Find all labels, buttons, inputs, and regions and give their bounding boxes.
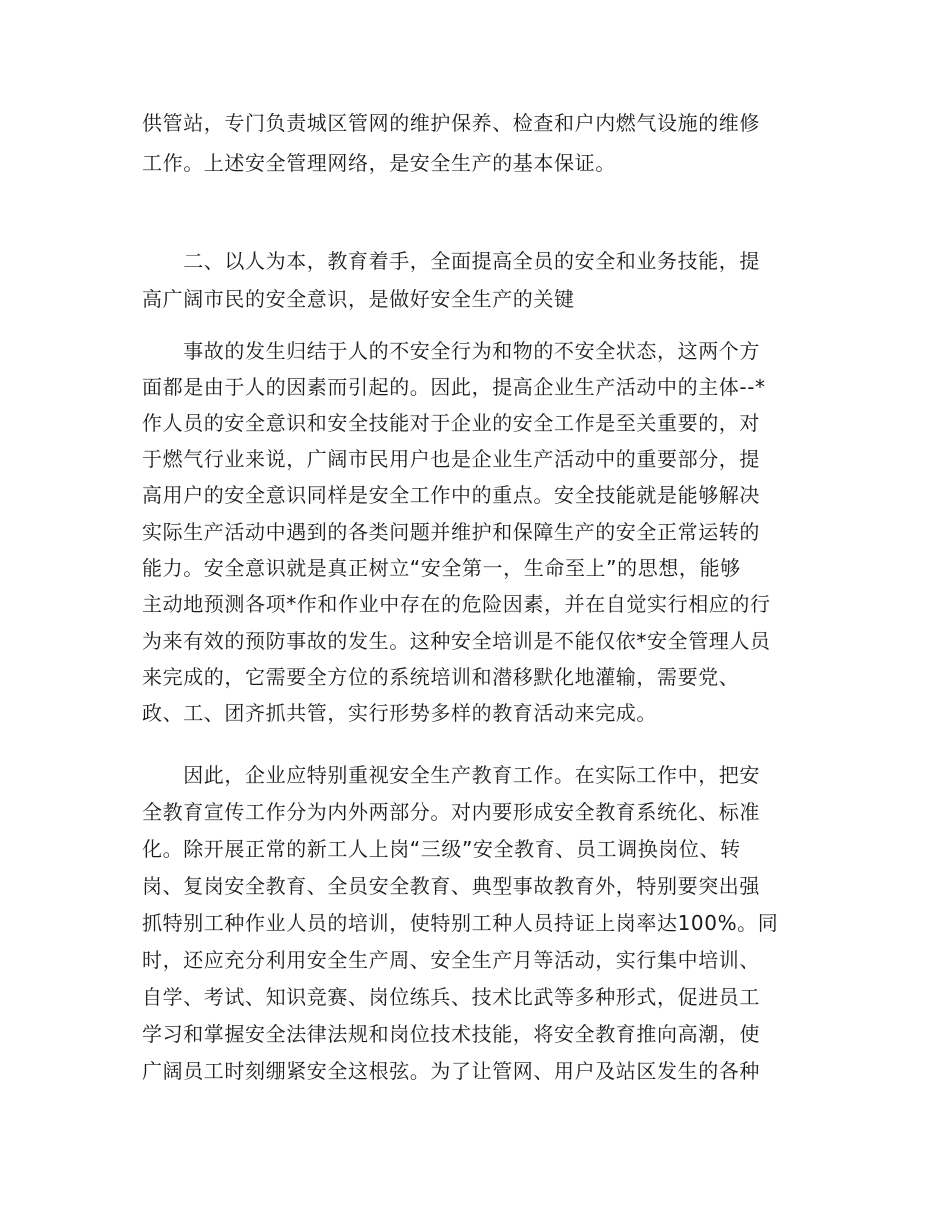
text-line: 化。除开展正常的新工人上岗“三级”安全教育、员工调换岗位、转 bbox=[142, 837, 741, 861]
text-line: 广阔员工时刻绷紧安全这根弦。为了让管网、用户及站区发生的各种 bbox=[142, 1059, 760, 1083]
text-line: 供管站，专门负责城区管网的维护保养、检查和户内燃气设施的维修 bbox=[142, 111, 760, 135]
text-line: 事故的发生归结于人的不安全行为和物的不安全状态，这两个方 bbox=[142, 339, 760, 363]
text-line: 二、以人为本，教育着手，全面提高全员的安全和业务技能，提 bbox=[142, 249, 760, 273]
text-line: 抓特别工种作业人员的培训，使特别工种人员持证上岗率达100%。同 bbox=[142, 911, 779, 935]
text-line: 为来有效的预防事故的发生。这种安全培训是不能仅依*安全管理人员 bbox=[142, 629, 771, 653]
text-line: 面都是由于人的因素而引起的。因此，提高企业生产活动中的主体--* bbox=[142, 375, 766, 399]
text-line: 主动地预测各项*作和作业中存在的危险因素，并在自觉实行相应的行 bbox=[142, 592, 771, 616]
text-line: 能力。安全意识就是真正树立“安全第一，生命至上”的思想，能够 bbox=[142, 556, 741, 580]
text-line: 工作。上述安全管理网络，是安全生产的基本保证。 bbox=[142, 151, 616, 175]
text-line: 高广阔市民的安全意识，是做好安全生产的关键 bbox=[142, 287, 575, 311]
text-line: 因此，企业应特别重视安全生产教育工作。在实际工作中，把安 bbox=[142, 763, 760, 787]
text-line: 学习和掌握安全法律法规和岗位技术技能，将安全教育推向高潮，使 bbox=[142, 1022, 760, 1046]
text-line: 时，还应充分利用安全生产周、安全生产月等活动，实行集中培训、 bbox=[142, 948, 760, 972]
text-line: 实际生产活动中遇到的各类问题并维护和保障生产的安全正常运转的 bbox=[142, 520, 760, 544]
text-line: 于燃气行业来说，广阔市民用户也是企业生产活动中的重要部分，提 bbox=[142, 447, 760, 471]
text-line: 岗、复岗安全教育、全员安全教育、典型事故教育外，特别要突出强 bbox=[142, 874, 760, 898]
text-line: 来完成的，它需要全方位的系统培训和潜移默化地灌输，需要党、 bbox=[142, 665, 740, 689]
text-line: 自学、考试、知识竞赛、岗位练兵、技术比武等多种形式，促进员工 bbox=[142, 985, 760, 1009]
text-line: 全教育宣传工作分为内外两部分。对内要形成安全教育系统化、标准 bbox=[142, 800, 760, 824]
text-line: 高用户的安全意识同样是安全工作中的重点。安全技能就是能够解决 bbox=[142, 483, 760, 507]
text-line: 作人员的安全意识和安全技能对于企业的安全工作是至关重要的，对 bbox=[142, 411, 760, 435]
text-line: 政、工、团齐抓共管，实行形势多样的教育活动来完成。 bbox=[142, 701, 657, 725]
